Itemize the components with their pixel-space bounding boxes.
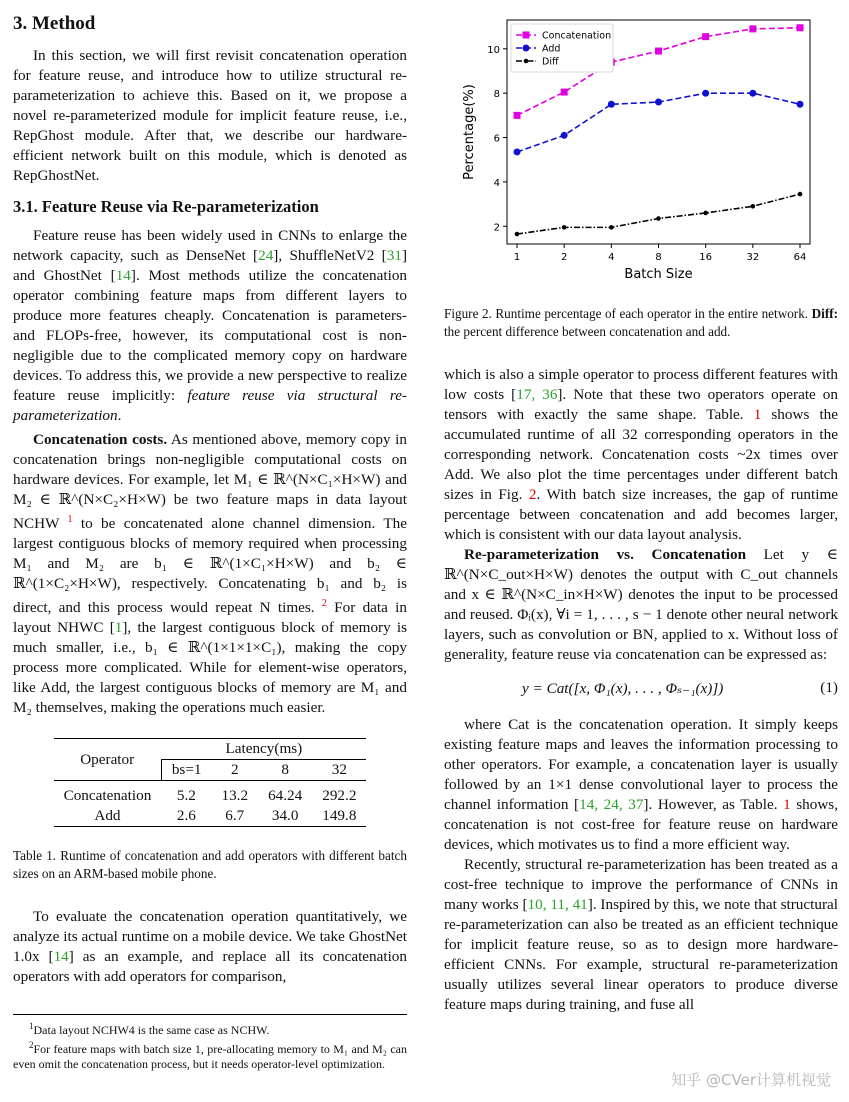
data-point bbox=[703, 211, 708, 216]
latency-table bbox=[54, 738, 367, 827]
right-paragraph-1: which is also a simple operator to process different features with low costs [17, 36]. Note that these two operators operate on tensors with exactly the same shape. Table. 1 shows the accumulated runtime of all 32 corresponding operators in the corresponding network. Concatenation costs ~2x times over Add. We also plot the time percentages under different batch sizes in Fig. 2. With batch size increases, the gap of runtime percentage between concatenation and add becomes larger, which is consistent with our data layout analysis. bbox=[444, 366, 839, 543]
table-row: Concatenation 5.2 13.2 64.24 292.2 bbox=[63, 787, 357, 805]
data-point bbox=[562, 225, 567, 230]
data-point bbox=[655, 48, 662, 55]
footnote-link[interactable]: 2 bbox=[321, 598, 327, 610]
data-point bbox=[514, 112, 521, 119]
data-point bbox=[702, 90, 709, 97]
x-tick-label: 32 bbox=[746, 252, 760, 263]
table-ref-link[interactable]: 1 bbox=[753, 406, 762, 423]
citation-link[interactable]: 14, 24, 37 bbox=[579, 796, 644, 813]
y-tick-label: 4 bbox=[493, 177, 500, 189]
latency-header: Latency(ms) bbox=[161, 739, 366, 760]
citation-link[interactable]: 1 bbox=[114, 619, 123, 637]
y-tick-label: 2 bbox=[493, 222, 500, 234]
y-tick-label: 10 bbox=[487, 44, 500, 56]
footnote-1: $^1$Data layout NCHW4 is the same case as NCHW. bbox=[29, 1021, 270, 1037]
footnote-2: $^2$For feature maps with batch size 1, pre-allocating memory to M₁ and M₂ can even omit the concatenation process, but it needs operator-level optimization. bbox=[13, 1040, 407, 1071]
data-point bbox=[655, 99, 662, 106]
data-point bbox=[608, 101, 615, 108]
citation-link[interactable]: 10, 11, 41 bbox=[527, 896, 588, 913]
citation-link[interactable]: 14 bbox=[115, 267, 131, 284]
section-title: 3. Method bbox=[13, 13, 96, 34]
feature-reuse-paragraph: Feature reuse has been widely used in CNNs to enlarge the network capacity, such as DenseNet [24], ShuffleNetV2 [31] and GhostNet [14]. Most methods utilize the concatenation operator combining feature maps from different layers to produce more features cheaply. Concatenation is parameters- and FLOPs-free, however, its computational cost is non-negligible due to the complicated memory copy on hardware devices. To address this, we provide a new perspective to realize feature reuse implicitly: feature reuse via structural re-parameterization. bbox=[13, 227, 408, 424]
y-tick-label: 8 bbox=[493, 89, 500, 101]
legend-marker bbox=[523, 45, 530, 52]
x-tick-label: 64 bbox=[793, 252, 807, 263]
data-point bbox=[798, 192, 803, 197]
data-point bbox=[749, 25, 756, 32]
chart-legend bbox=[511, 24, 613, 72]
x-axis-label: Batch Size bbox=[624, 267, 693, 282]
legend-label: Diff bbox=[542, 56, 559, 68]
equation-1: y = Cat([x, Φ₁(x), . . . , Φₛ₋₁(x)]) (1) bbox=[522, 679, 838, 697]
table-ref-link[interactable]: 1 bbox=[783, 796, 791, 813]
data-point bbox=[561, 89, 568, 96]
data-point bbox=[749, 90, 756, 97]
citation-link[interactable]: 14 bbox=[53, 948, 69, 966]
legend-label: Add bbox=[542, 43, 561, 55]
x-tick-label: 4 bbox=[608, 252, 615, 263]
citation-link[interactable]: 31 bbox=[386, 247, 402, 264]
x-tick-label: 1 bbox=[513, 252, 521, 263]
data-point bbox=[609, 225, 614, 230]
data-point bbox=[702, 33, 709, 40]
legend-marker bbox=[524, 59, 529, 64]
y-axis-label: Percentage(%) bbox=[462, 84, 477, 180]
left-column bbox=[13, 12, 407, 987]
legend-label: Concatenation bbox=[542, 30, 612, 42]
right-paragraph-4: Recently, structural re-parameterization has been treated as a cost-free technique to improve the performance of CNNs in many works [10, 11, 41]. Inspired by this, we note that structural re-parameterization can also be treated as an efficient technique for implicit feature reuse, so as to design more hardware-efficient CNNs. For example, structural re-parameterization usually utilizes several linear operators to produce diverse feature maps during training, and fuse all bbox=[444, 856, 838, 1013]
x-tick-label: 8 bbox=[655, 252, 662, 263]
data-point bbox=[561, 132, 568, 139]
citation-link[interactable]: 17, 36 bbox=[516, 386, 558, 403]
data-point bbox=[515, 232, 520, 237]
figure-ref-link[interactable]: 2 bbox=[528, 486, 537, 503]
subsection-title: 3.1. Feature Reuse via Re-parameterization bbox=[13, 197, 319, 216]
data-point bbox=[797, 101, 804, 108]
table-col-header: 32 bbox=[331, 761, 347, 779]
concatenation-costs-paragraph: Concatenation costs. As mentioned above, memory copy in concatenation brings non-negligible computational costs on hardware devices. For example, let M₁ ∈ ℝ^(N×C₁×H×W) and M₂ ∈ ℝ^(N×C₂×H×W) be two feature maps in data layout NCHW $^1$ to be concatenated alone channel dimension. The largest contiguous blocks of memory required when processing M₁ and M₂ are b₁ ∈ ℝ^(1×C₁×H×W) and b₂ ∈ ℝ^(1×C₂×H×W), respectively. Concatenating b₁ and b₂ is direct, and this process would repeat N times. $^2$ For data in layout NHWC [1], the largest contiguous block of memory is much smaller, i.e., b₁ ∈ ℝ^(1×1×1×C₁), making the copy process more complicated. While for element-wise operators, like Add, the largest contiguous blocks of memory are M₁ and M₂ themselves, making the operations much easier. bbox=[13, 431, 408, 717]
x-tick-label: 16 bbox=[699, 252, 713, 263]
x-tick-label: 2 bbox=[560, 252, 568, 263]
footnotes bbox=[13, 1014, 407, 1072]
runtime-figure bbox=[444, 12, 838, 341]
citation-link[interactable]: 24 bbox=[258, 247, 274, 264]
legend-marker bbox=[523, 32, 530, 39]
data-point bbox=[751, 204, 756, 209]
table-col-header: 8 bbox=[281, 761, 289, 779]
intro-paragraph: In this section, we will first revisit concatenation operation for feature reuse, and introduce how to utilize structural re-parameterization to achieve this. Based on it, we propose a novel re-parameterized module for implicit feature reuse, i.e., RepGhost module. After that, we describe our hardware-efficient network built on this module, which is denoted as RepGhostNet. bbox=[13, 47, 407, 184]
reparam-vs-concat-paragraph: Re-parameterization vs. Concatenation Let y ∈ ℝ^(N×C_out×H×W) denotes the output with C_out channels and x ∈ ℝ^(N×C_in×H×W) denotes the input to be processed and reused. Φᵢ(x), ∀i = 1, . . . , s − 1 denote other neural network layers, such as convolution or BN, applied to x. Without loss of generality, feature reuse via concatenation can be expressed as: bbox=[444, 546, 838, 663]
table-caption: Table 1. Runtime of concatenation and add operators with different batch sizes on an ARM-based mobile phone. bbox=[13, 848, 407, 882]
figure-caption: Figure 2. Runtime percentage of each operator in the entire network. Diff: the percent difference between concatenation and add. bbox=[444, 306, 838, 339]
y-tick-label: 6 bbox=[493, 133, 500, 145]
runtime-percentage-chart bbox=[444, 12, 838, 292]
right-column bbox=[444, 12, 838, 1015]
data-point bbox=[797, 24, 804, 31]
operator-header: Operator bbox=[54, 739, 162, 781]
table-col-header: 2 bbox=[230, 761, 239, 779]
table-col-header: bs=1 bbox=[161, 760, 211, 781]
right-paragraph-3: where Cat is the concatenation operation. It simply keeps existing feature maps and leaves the information processing to other operators. For example, a concatenation layer is usually followed by an 1×1 dense convolutional layer to process the channel information [14, 24, 37]. However, as Table. 1 shows, concatenation is not cost-free for feature reuse on hardware devices, which motivates us to find a more efficient way. bbox=[444, 716, 839, 853]
data-point bbox=[656, 216, 661, 221]
data-point bbox=[514, 148, 521, 155]
watermark: 知乎 @CVer计算机视觉 bbox=[671, 1071, 831, 1089]
footnote-link[interactable]: 1 bbox=[67, 514, 73, 525]
evaluation-paragraph: To evaluate the concatenation operation quantitatively, we analyze its actual runtime on a mobile device. We take GhostNet 1.0x [14] as an example, and replace all its concatenation operators with add operators for comparison, bbox=[13, 908, 407, 986]
table-row: Add 2.6 6.7 34.0 149.8 bbox=[54, 806, 367, 827]
